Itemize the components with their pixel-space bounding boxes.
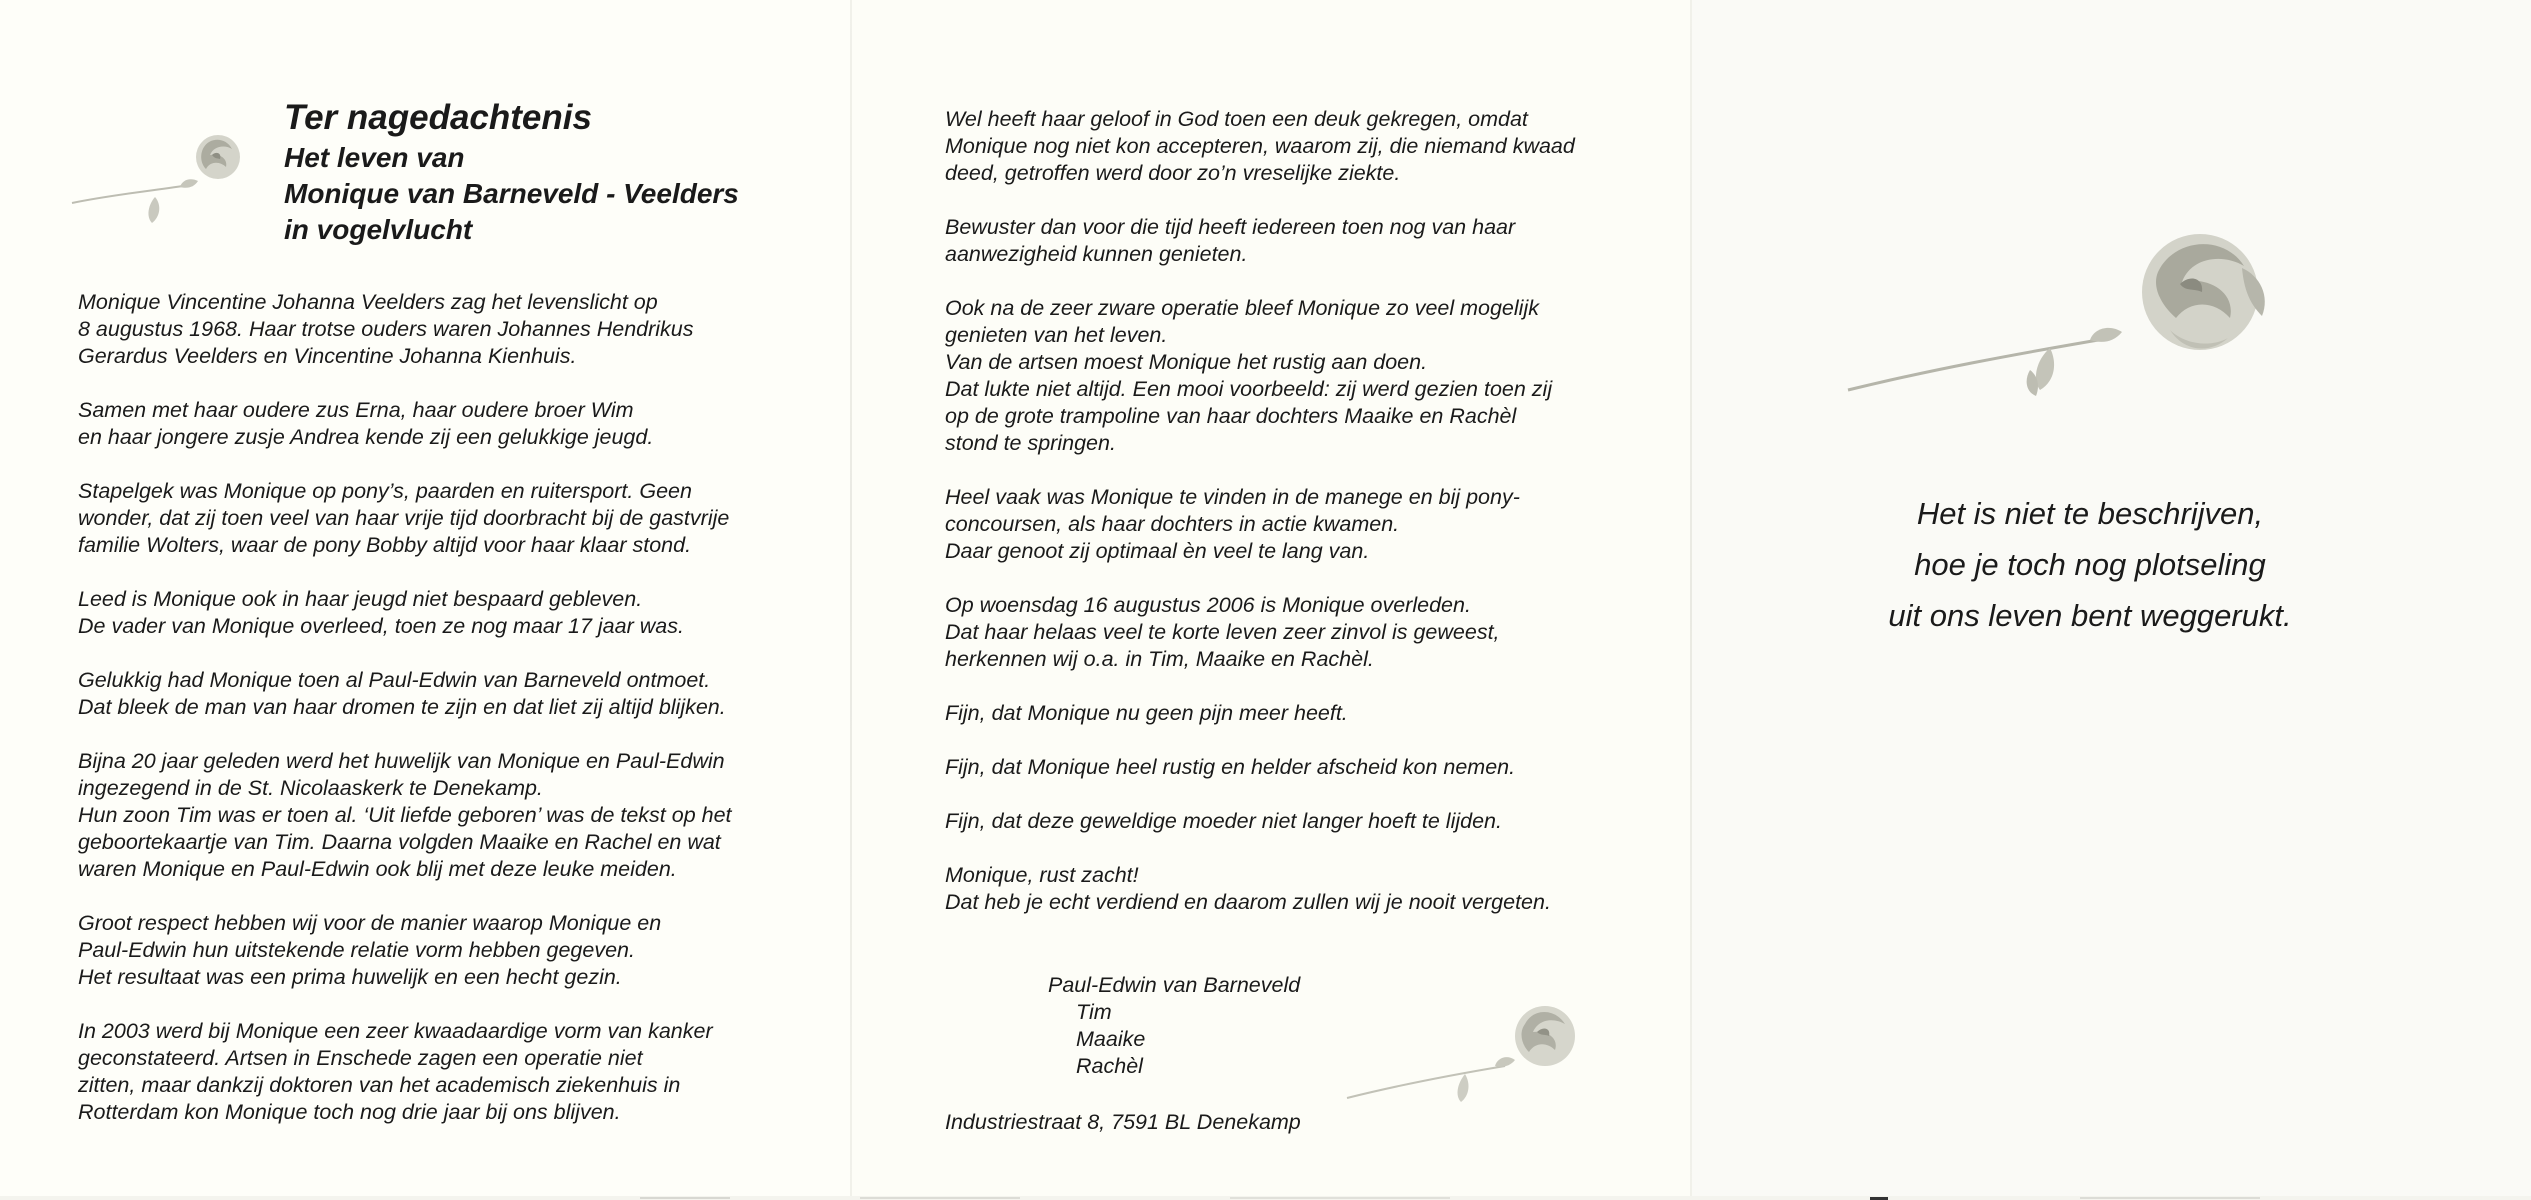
fold-line (1690, 0, 1692, 1200)
quote-line: uit ons leven bent weggerukt. (1888, 598, 2292, 633)
text-line: Stapelgek was Monique op pony’s, paarden en ruitersport. Geen (78, 479, 692, 503)
text-line: Bijna 20 jaar geleden werd het huwelijk van Monique en Paul-Edwin (78, 749, 725, 773)
left-paragraph (78, 397, 732, 451)
text-line: Fijn, dat Monique heel rustig en helder afscheid kon nemen. (945, 755, 1516, 779)
text-line: concoursen, als haar dochters in actie kwamen. (945, 512, 1400, 536)
text-line: stond te springen. (945, 431, 1116, 455)
middle-paragraph (945, 808, 1575, 835)
middle-paragraph (945, 106, 1575, 187)
text-line: De vader van Monique overleed, toen ze nog maar 17 jaar was. (78, 614, 684, 638)
text-line: Bewuster dan voor die tijd heeft iedereen toen nog van haar (945, 215, 1516, 239)
middle-paragraph (945, 214, 1575, 268)
text-line: Heel vaak was Monique te vinden in de manege en bij pony- (945, 485, 1520, 509)
text-line: zitten, maar dankzij doktoren van het academisch ziekenhuis in (78, 1073, 681, 1097)
text-line: Rotterdam kon Monique toch nog drie jaar bij ons blijven. (78, 1100, 621, 1124)
text-line: Dat haar helaas veel te korte leven zeer zinvol is geweest, (945, 620, 1500, 644)
middle-paragraph (945, 295, 1575, 457)
text-line: en haar jongere zusje Andrea kende zij een gelukkige jeugd. (78, 425, 654, 449)
text-line: Dat heb je echt verdiend en daarom zullen wij je nooit vergeten. (945, 890, 1551, 914)
text-line: Paul-Edwin hun uitstekende relatie vorm hebben gegeven. (78, 938, 635, 962)
text-line: Leed is Monique ook in haar jeugd niet bespaard gebleven. (78, 587, 643, 611)
middle-paragraph (945, 592, 1575, 673)
left-paragraph (78, 586, 732, 640)
address: Industriestraat 8, 7591 BL Denekamp (945, 1110, 1301, 1134)
left-paragraph (78, 1018, 732, 1126)
text-line: Gerardus Veelders en Vincentine Johanna Kienhuis. (78, 344, 577, 368)
text-line: geconstateerd. Artsen in Enschede zagen een operatie niet (78, 1046, 643, 1070)
middle-paragraph (945, 862, 1575, 916)
title-block (284, 96, 739, 248)
rose-icon (1345, 990, 1625, 1110)
text-line: Dat bleek de man van haar dromen te zijn en dat liet zij altijd blijken. (78, 695, 726, 719)
quote-line: hoe je toch nog plotseling (1914, 547, 2266, 582)
text-line: Fijn, dat deze geweldige moeder niet langer hoeft te lijden. (945, 809, 1502, 833)
text-line: Dat lukte niet altijd. Een mooi voorbeeld: zij werd gezien toen zij (945, 377, 1553, 401)
rose-icon (1840, 220, 2340, 430)
text-line: deed, getroffen werd door zo’n vreselijke ziekte. (945, 161, 1401, 185)
text-line: Samen met haar oudere zus Erna, haar oudere broer Wim (78, 398, 634, 422)
text-line: Ook na de zeer zware operatie bleef Monique zo veel mogelijk (945, 296, 1539, 320)
text-line: aanwezigheid kunnen genieten. (945, 242, 1248, 266)
left-paragraph (78, 478, 732, 559)
left-paragraph (78, 289, 732, 370)
text-line: Fijn, dat Monique nu geen pijn meer heeft. (945, 701, 1348, 725)
subtitle-line: Het leven van (284, 142, 465, 173)
signature-child: Maaike (1076, 1027, 1146, 1051)
quote-line: Het is niet te beschrijven, (1916, 496, 2264, 531)
subtitle-line: in vogelvlucht (284, 214, 473, 245)
left-column-text (78, 289, 732, 1153)
left-paragraph (78, 667, 732, 721)
text-line: Monique, rust zacht! (945, 863, 1139, 887)
text-line: In 2003 werd bij Monique een zeer kwaadaardige vorm van kanker (78, 1019, 713, 1043)
left-panel (0, 0, 850, 1200)
left-paragraph (78, 910, 732, 991)
text-line: Van de artsen moest Monique het rustig aan doen. (945, 350, 1428, 374)
middle-column-text (945, 106, 1575, 943)
text-line: Monique Vincentine Johanna Veelders zag het levenslicht op (78, 290, 658, 314)
text-line: familie Wolters, waar de pony Bobby altijd voor haar klaar stond. (78, 533, 692, 557)
text-line: wonder, dat zij toen veel van haar vrije tijd doorbracht bij de gastvrije (78, 506, 730, 530)
signature-child: Rachèl (1076, 1054, 1143, 1078)
text-line: genieten van het leven. (945, 323, 1168, 347)
text-line: waren Monique en Paul-Edwin ook blij met deze leuke meiden. (78, 857, 677, 881)
middle-paragraph (945, 484, 1575, 565)
text-line: Daar genoot zij optimaal èn veel te lang van. (945, 539, 1370, 563)
left-paragraph (78, 748, 732, 883)
subtitle-line: Monique van Barneveld - Veelders (284, 178, 739, 209)
middle-paragraph (945, 754, 1575, 781)
signature (1048, 972, 1300, 1080)
text-line: Op woensdag 16 augustus 2006 is Monique overleden. (945, 593, 1471, 617)
text-line: Hun zoon Tim was er toen al. ‘Uit liefde geboren’ was de tekst op het (78, 803, 732, 827)
text-line: Monique nog niet kon accepteren, waarom zij, die niemand kwaad (945, 134, 1575, 158)
page-title: Ter nagedachtenis (284, 98, 592, 137)
text-line: Wel heeft haar geloof in God toen een deuk gekregen, omdat (945, 107, 1528, 131)
text-line: geboortekaartje van Tim. Daarna volgden Maaike en Rachel en wat (78, 830, 721, 854)
signature-child: Tim (1076, 1000, 1112, 1024)
scan-edge (0, 1192, 2531, 1200)
middle-paragraph (945, 700, 1575, 727)
text-line: op de grote trampoline van haar dochters Maaike en Rachèl (945, 404, 1517, 428)
rose-icon (70, 125, 270, 230)
text-line: Het resultaat was een prima huwelijk en een hecht gezin. (78, 965, 622, 989)
text-line: 8 augustus 1968. Haar trotse ouders waren Johannes Hendrikus (78, 317, 694, 341)
text-line: ingezegend in de St. Nicolaaskerk te Denekamp. (78, 776, 543, 800)
fold-line (850, 0, 852, 1200)
text-line: herkennen wij o.a. in Tim, Maaike en Rachèl. (945, 647, 1374, 671)
text-line: Groot respect hebben wij voor de manier waarop Monique en (78, 911, 662, 935)
text-line: Gelukkig had Monique toen al Paul-Edwin van Barneveld ontmoet. (78, 668, 711, 692)
quote (1820, 488, 2360, 641)
signature-name: Paul-Edwin van Barneveld (1048, 973, 1301, 997)
